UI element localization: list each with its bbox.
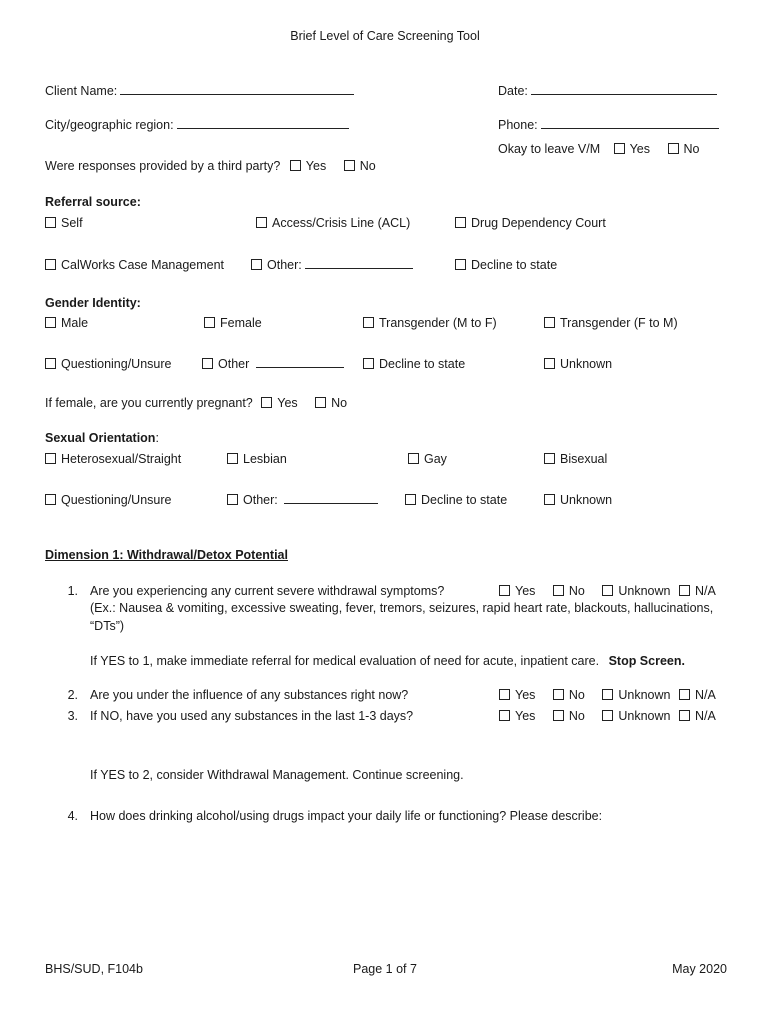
gender-other-field[interactable]: [256, 356, 344, 368]
third-party-yes-option[interactable]: Yes: [290, 159, 326, 173]
checkbox-icon[interactable]: [45, 317, 56, 328]
q2-yes-option[interactable]: Yes: [499, 688, 535, 702]
checkbox-icon[interactable]: [455, 217, 466, 228]
question-4-answer-area[interactable]: [90, 830, 720, 940]
date-field[interactable]: [531, 83, 717, 95]
gender-option-questioning[interactable]: Questioning/Unsure: [45, 356, 171, 372]
q1-no-option[interactable]: No: [553, 584, 585, 598]
phone-field[interactable]: [541, 117, 719, 129]
checkbox-icon[interactable]: [45, 217, 56, 228]
vm-label: Okay to leave V/M: [498, 142, 601, 156]
client-name-label: Client Name:: [45, 84, 118, 98]
checkbox-icon[interactable]: [45, 494, 56, 505]
page-title: Brief Level of Care Screening Tool: [290, 29, 480, 43]
q2-na-option[interactable]: N/A: [679, 688, 716, 702]
date-row: [498, 83, 717, 99]
checkbox-icon[interactable]: [553, 689, 564, 700]
client-name-row: [45, 83, 354, 99]
q3-answer-options: [499, 708, 716, 724]
third-party-label: Were responses provided by a third party?: [45, 159, 281, 173]
question-number: 2.: [67, 688, 78, 702]
orientation-heading: Sexual Orientation:: [45, 431, 159, 445]
pregnant-no-option[interactable]: No: [315, 396, 347, 410]
phone-label: Phone:: [498, 118, 538, 132]
gender-option-trans-mtf[interactable]: Transgender (M to F): [363, 315, 497, 331]
checkbox-icon[interactable]: [679, 689, 690, 700]
q1-na-option[interactable]: N/A: [679, 584, 716, 598]
region-field[interactable]: [177, 117, 349, 129]
checkbox-icon[interactable]: [204, 317, 215, 328]
gender-option-female[interactable]: Female: [204, 315, 262, 331]
checkbox-icon[interactable]: [363, 358, 374, 369]
referral-option-drug-court[interactable]: Drug Dependency Court: [455, 215, 606, 231]
checkbox-icon[interactable]: [45, 453, 56, 464]
checkbox-icon[interactable]: [202, 358, 213, 369]
footer-page-number: Page 1 of 7: [353, 962, 417, 976]
orientation-option-other[interactable]: Other:: [227, 492, 378, 508]
orientation-option-straight[interactable]: Heterosexual/Straight: [45, 451, 181, 467]
checkbox-icon[interactable]: [614, 143, 625, 154]
gender-option-unknown[interactable]: Unknown: [544, 356, 612, 372]
checkbox-icon[interactable]: [363, 317, 374, 328]
orientation-option-lesbian[interactable]: Lesbian: [227, 451, 287, 467]
checkbox-icon[interactable]: [227, 494, 238, 505]
client-name-field[interactable]: [120, 83, 354, 95]
checkbox-icon[interactable]: [544, 453, 555, 464]
gender-option-other[interactable]: Other: [202, 356, 344, 372]
orientation-option-bisexual[interactable]: Bisexual: [544, 451, 607, 467]
pregnant-row: [45, 395, 347, 411]
q2-no-option[interactable]: No: [553, 688, 585, 702]
footer-form-id: BHS/SUD, F104b: [45, 962, 143, 976]
checkbox-icon[interactable]: [553, 710, 564, 721]
q3-yes-option[interactable]: Yes: [499, 709, 535, 723]
vm-yes-option[interactable]: Yes: [614, 142, 650, 156]
referral-option-self[interactable]: Self: [45, 215, 83, 231]
instruction-note-2: If YES to 2, consider Withdrawal Management. Continue screening.: [90, 768, 464, 782]
checkbox-icon[interactable]: [455, 259, 466, 270]
checkbox-icon[interactable]: [315, 397, 326, 408]
date-label: Date:: [498, 84, 528, 98]
question-4-text: How does drinking alcohol/using drugs impact your daily life or functioning? Please describe:: [90, 809, 603, 823]
q2-answer-options: [499, 687, 716, 703]
pregnant-label: If female, are you currently pregnant?: [45, 396, 253, 410]
instruction-note-1: If YES to 1, make immediate referral for medical evaluation of need for acute, inpatient care. Stop Screen.: [90, 654, 685, 668]
question-3-text: If NO, have you used any substances in the last 1-3 days?: [90, 709, 414, 723]
checkbox-icon[interactable]: [251, 259, 262, 270]
question-number: 3.: [67, 709, 78, 723]
q3-no-option[interactable]: No: [553, 709, 585, 723]
pregnant-yes-option[interactable]: Yes: [261, 396, 297, 410]
question-number: 1.: [67, 584, 78, 598]
orientation-option-gay[interactable]: Gay: [408, 451, 447, 467]
q1-yes-option[interactable]: Yes: [499, 584, 535, 598]
checkbox-icon[interactable]: [602, 689, 613, 700]
question-number: 4.: [67, 809, 78, 823]
checkbox-icon[interactable]: [679, 585, 690, 596]
checkbox-icon[interactable]: [544, 494, 555, 505]
gender-option-male[interactable]: Male: [45, 315, 88, 331]
checkbox-icon[interactable]: [553, 585, 564, 596]
checkbox-icon[interactable]: [405, 494, 416, 505]
question-1-examples-cont: “DTs”): [90, 619, 125, 633]
gender-heading: Gender Identity:: [45, 296, 141, 310]
checkbox-icon[interactable]: [290, 160, 301, 171]
checkbox-icon[interactable]: [227, 453, 238, 464]
checkbox-icon[interactable]: [544, 358, 555, 369]
q3-unknown-option[interactable]: Unknown: [602, 709, 670, 723]
checkbox-icon[interactable]: [668, 143, 679, 154]
gender-option-decline[interactable]: Decline to state: [363, 356, 465, 372]
vm-row: [498, 141, 699, 157]
checkbox-icon[interactable]: [256, 217, 267, 228]
referral-heading: Referral source:: [45, 195, 141, 209]
orientation-option-unknown[interactable]: Unknown: [544, 492, 612, 508]
orientation-option-decline[interactable]: Decline to state: [405, 492, 507, 508]
question-2-text: Are you under the influence of any substances right now?: [90, 688, 409, 702]
checkbox-icon[interactable]: [679, 710, 690, 721]
gender-option-trans-ftm[interactable]: Transgender (F to M): [544, 315, 678, 331]
checkbox-icon[interactable]: [602, 710, 613, 721]
q1-unknown-option[interactable]: Unknown: [602, 584, 670, 598]
question-1-examples: (Ex.: Nausea & vomiting, excessive sweating, fever, tremors, seizures, rapid heart rate, blackouts, hallucinations,: [90, 601, 714, 615]
referral-option-other[interactable]: Other:: [251, 257, 413, 273]
referral-option-acl[interactable]: Access/Crisis Line (ACL): [256, 215, 410, 231]
referral-option-decline[interactable]: Decline to state: [455, 257, 557, 273]
checkbox-icon[interactable]: [344, 160, 355, 171]
referral-other-field[interactable]: [305, 257, 413, 269]
dimension1-heading: Dimension 1: Withdrawal/Detox Potential: [45, 548, 288, 562]
q1-answer-options: [499, 583, 716, 599]
region-row: [45, 117, 349, 133]
orientation-other-field[interactable]: [284, 492, 378, 504]
region-label: City/geographic region:: [45, 118, 174, 132]
question-1-text: Are you experiencing any current severe withdrawal symptoms?: [90, 584, 445, 598]
orientation-option-questioning[interactable]: Questioning/Unsure: [45, 492, 171, 508]
q3-na-option[interactable]: N/A: [679, 709, 716, 723]
referral-option-calworks[interactable]: CalWorks Case Management: [45, 257, 224, 273]
checkbox-icon[interactable]: [602, 585, 613, 596]
checkbox-icon[interactable]: [45, 259, 56, 270]
checkbox-icon[interactable]: [45, 358, 56, 369]
checkbox-icon[interactable]: [499, 585, 510, 596]
q2-unknown-option[interactable]: Unknown: [602, 688, 670, 702]
phone-row: [498, 117, 719, 133]
checkbox-icon[interactable]: [499, 710, 510, 721]
checkbox-icon[interactable]: [408, 453, 419, 464]
third-party-row: [45, 158, 376, 174]
checkbox-icon[interactable]: [544, 317, 555, 328]
footer-date: May 2020: [672, 962, 727, 976]
checkbox-icon[interactable]: [261, 397, 272, 408]
third-party-no-option[interactable]: No: [344, 159, 376, 173]
vm-no-option[interactable]: No: [668, 142, 700, 156]
checkbox-icon[interactable]: [499, 689, 510, 700]
